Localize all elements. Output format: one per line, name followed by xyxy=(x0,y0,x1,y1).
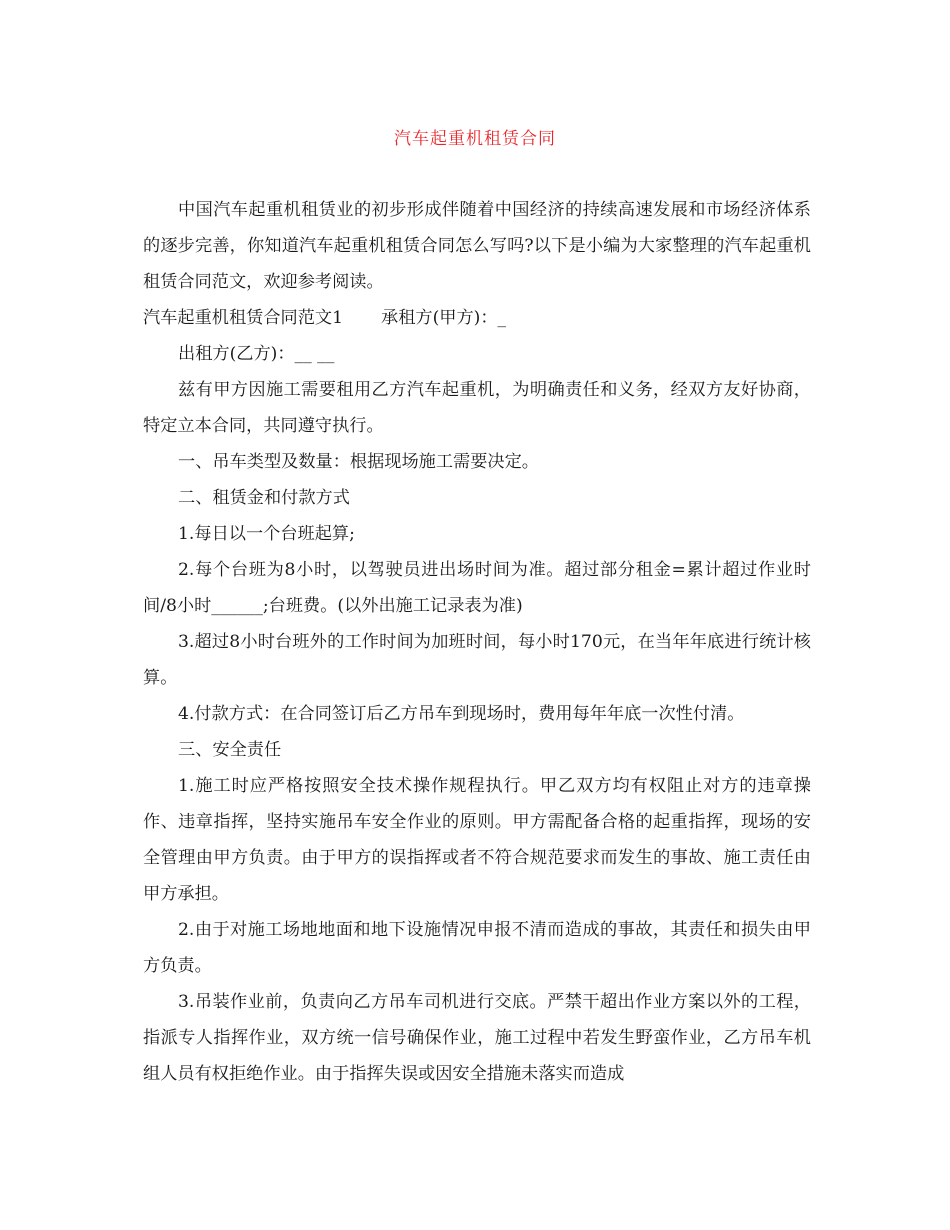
clause-2-2: 2.每个台班为8小时，以驾驶员进出场时间为准。超过部分租金=累计超过作业时间/8小时______;台班费。(以外出施工记录表为准) xyxy=(143,560,811,616)
section-1-heading: 一、吊车类型及数量：根据现场施工需要决定。 xyxy=(178,452,539,472)
clause-2-3: 3.超过8小时台班外的工作时间为加班时间，每小时170元，在当年年底进行统计核算。 xyxy=(143,632,811,688)
section-2-heading: 二、租赁金和付款方式 xyxy=(178,488,350,508)
lessor-line: 出租方(乙方)：__ __ xyxy=(178,344,335,364)
clause-2-4: 4.付款方式：在合同签订后乙方吊车到现场时，费用每年年底一次性付清。 xyxy=(178,704,745,724)
preamble-paragraph: 兹有甲方因施工需要租用乙方汽车起重机，为明确责任和义务，经双方友好协商，特定立本合同，共同遵守执行。 xyxy=(143,380,811,436)
section-3-heading: 三、安全责任 xyxy=(178,740,282,760)
clause-3-1: 1.施工时应严格按照安全技术操作规程执行。甲乙双方均有权阻止对方的违章操作、违章指挥，坚持实施吊车安全作业的原则。甲方需配备合格的起重指挥，现场的安全管理由甲方负责。由于甲方的误指挥或者不符合规范要求而发生的事故、施工责任由甲方承担。 xyxy=(143,776,811,904)
lessee-line: 承租方(甲方)：_ xyxy=(381,308,507,328)
clause-2-1: 1.每日以一个台班起算; xyxy=(178,524,355,544)
clause-3-3: 3.吊装作业前，负责向乙方吊车司机进行交底。严禁干超出作业方案以外的工程，指派专人指挥作业，双方统一信号确保作业，施工过程中若发生野蛮作业，乙方吊车机组人员有权拒绝作业。由于指挥失误或因安全措施未落实而造成 xyxy=(143,992,811,1084)
document-body xyxy=(143,192,811,1092)
intro-paragraph: 中国汽车起重机租赁业的初步形成伴随着中国经济的持续高速发展和市场经济体系的逐步完善，你知道汽车起重机租赁合同怎么写吗?以下是小编为大家整理的汽车起重机租赁合同范文，欢迎参考阅读。 xyxy=(143,200,811,292)
document-title: 汽车起重机租赁合同 xyxy=(394,129,556,149)
clause-3-2: 2.由于对施工场地地面和地下设施情况申报不清而造成的事故，其责任和损失由甲方负责。 xyxy=(143,920,811,976)
contract-heading-line xyxy=(143,300,811,336)
sample-heading: 汽车起重机租赁合同范文1 xyxy=(143,308,343,328)
